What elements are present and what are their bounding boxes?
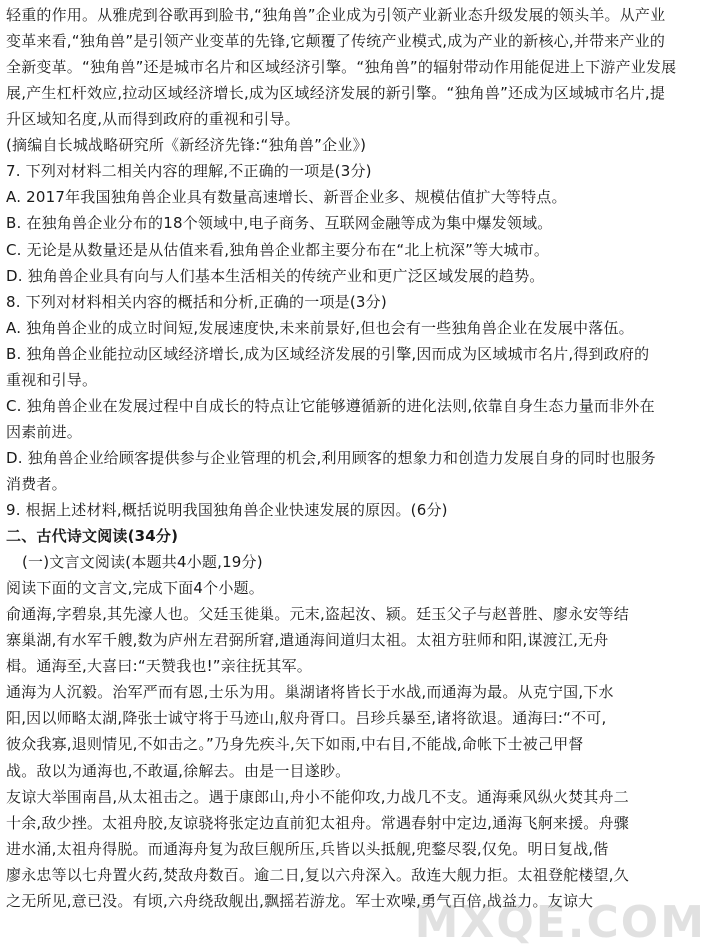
text-line: 因素前进。 <box>6 422 83 441</box>
text-line: 阅读下面的文言文,完成下面4个小题。 <box>6 579 264 598</box>
text-line: 展,产生杠杆效应,拉动区域经济增长,成为区域经济发展的新引擎。“独角兽”还成为区域城市名片,提 <box>6 84 666 103</box>
text-line: 友谅大举围南昌,从太祖击之。遇于康郎山,舟小不能仰攻,力战几不支。通海乘风纵火焚其舟二 <box>6 787 629 806</box>
text-line: 变革来看,“独角兽”是引领产业变革的先锋,它颠覆了传统产业模式,成为产业的新核心,并带来产业的 <box>6 32 666 51</box>
text-line: 俞通海,字碧泉,其先濠人也。父廷玉徙巢。元末,盗起汝、颍。廷玉父子与赵普胜、廖永安等结 <box>6 605 629 624</box>
text-line: 轻重的作用。从雅虎到谷歌再到脸书,“独角兽”企业成为引领产业新业态升级发展的领头羊。从产业 <box>6 6 666 24</box>
text-line: (一)文言文阅读(本题共4小题,19分) <box>22 553 263 572</box>
text-line: 重视和引导。 <box>6 370 98 389</box>
text-line: 8. 下列对材料相关内容的概括和分析,正确的一项是(3分) <box>6 292 387 311</box>
text-line: 廖永忠等以七舟置火药,焚敌舟数百。逾二日,复以六舟深入。敌连大舰力拒。太祖登舵楼望,久 <box>6 865 629 884</box>
text-line: 通海为人沉毅。治军严而有恩,士乐为用。巢湖诸将皆长于水战,而通海为最。从克宁国,下水 <box>6 683 614 702</box>
text-line: C. 独角兽企业在发展过程中自成长的特点让它能够遵循新的进化法则,依靠自身生态力量而非外在 <box>6 396 655 415</box>
text-line: 彼众我寡,退则情见,不如击之。”乃身先疾斗,矢下如雨,中右目,不能战,命帐下士被己甲督 <box>6 735 584 754</box>
text-line: 9. 根据上述材料,概括说明我国独角兽企业快速发展的原因。(6分) <box>6 500 448 519</box>
text-line: C. 无论是从数量还是从估值来看,独角兽企业都主要分布在“北上杭深”等大城市。 <box>6 240 550 259</box>
text-line: 之无所见,意已没。有顷,六舟绕敌舰出,飘摇若游龙。军士欢噪,勇气百倍,战益力。友谅大 <box>6 891 594 910</box>
text-line: 阳,因以师略太湖,降张士诚守将于马迹山,舣舟胥口。吕珍兵暴至,诸将欲退。通海曰:“不可, <box>6 709 607 728</box>
text-line: 进水涌,太祖舟得脱。而通海舟复为敌巨舰所压,兵皆以头抵舰,兜鍪尽裂,仅免。明日复战,偕 <box>6 839 609 858</box>
text-line: 寨巢湖,有水军千艘,数为庐州左君弼所窘,遣通海间道归太祖。太祖方驻师和阳,谋渡江,无舟 <box>6 631 609 650</box>
text-line: 楫。通海至,大喜曰:“天赞我也!”亲往抚其军。 <box>6 657 312 676</box>
text-line: D. 独角兽企业给顾客提供参与企业管理的机会,利用顾客的想象力和创造力发展自身的同时也服务 <box>6 448 656 467</box>
text-line: (摘编自长城战略研究所《新经济先锋:“独角兽”企业》) <box>6 136 367 155</box>
text-line: 消费者。 <box>6 474 67 493</box>
text-line: A. 独角兽企业的成立时间短,发展速度快,未来前景好,但也会有一些独角兽企业在发展中落伍。 <box>6 318 634 337</box>
text-line: 全新变革。“独角兽”还是城市名片和区域经济引擎。“独角兽”的辐射带动作用能促进上下游产业发展 <box>6 58 677 77</box>
text-line: B. 独角兽企业能拉动区域经济增长,成为区域经济发展的引擎,因而成为区域城市名片,得到政府的 <box>6 344 650 363</box>
text-line: 升区域知名度,从而得到政府的重视和引导。 <box>6 110 300 129</box>
text-line: 十余,敌少挫。太祖舟胶,友谅骁将张定边直前犯太祖舟。常遇春射中定边,通海飞舸来援。舟骤 <box>6 813 629 832</box>
text-line: 7. 下列对材料二相关内容的理解,不正确的一项是(3分) <box>6 162 372 181</box>
text-line: B. 在独角兽企业分布的18个领域中,电子商务、互联网金融等成为集中爆发领域。 <box>6 214 553 233</box>
text-line: 二、古代诗文阅读(34分) <box>6 527 179 545</box>
watermark: MXQE.COM <box>414 897 706 948</box>
text-line: D. 独角兽企业具有向与人们基本生活相关的传统产业和更广泛区域发展的趋势。 <box>6 266 545 285</box>
text-line: 战。敌以为通海也,不敢逼,徐解去。由是一目遂眇。 <box>6 761 351 780</box>
text-line: A. 2017年我国独角兽企业具有数量高速增长、新晋企业多、规模估值扩大等特点。 <box>6 188 567 207</box>
